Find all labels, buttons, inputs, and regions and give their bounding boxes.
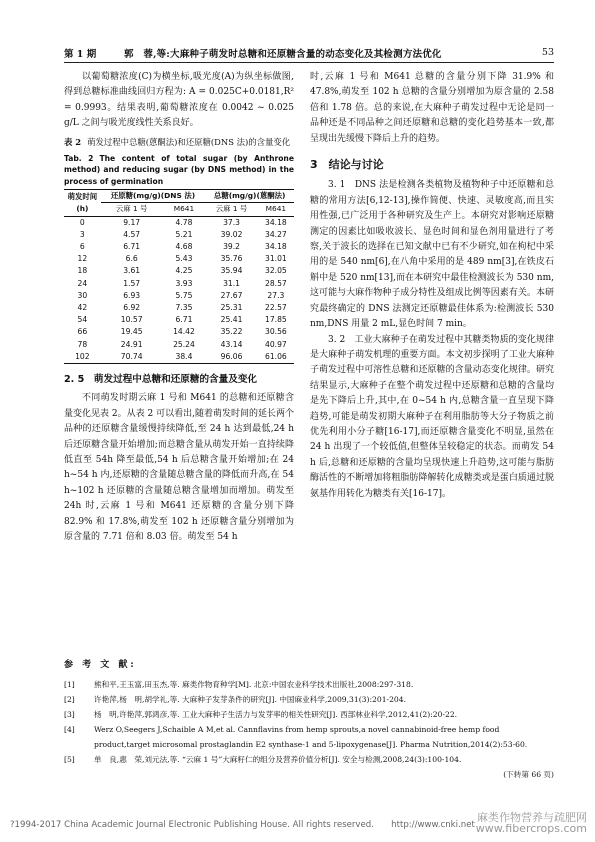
table-cell: 25.31 xyxy=(220,302,243,312)
sub-col-yunma-total: 云麻 1 号 xyxy=(205,203,257,216)
table-cell: 32.05 xyxy=(265,266,287,276)
table-cell: 18 xyxy=(77,266,88,276)
table-row xyxy=(64,253,294,265)
copyright-line: ?1994-2017 China Academic Journal Electronic Publishing House. All rights reserved. http://www.cnki.net xyxy=(10,820,475,830)
reference-item xyxy=(64,677,554,692)
sub-col-m641-reducing: M641 xyxy=(163,203,206,216)
table-cell: 4.78 xyxy=(175,217,193,227)
table-cell: 6.6 xyxy=(125,254,138,264)
table-cell: 34.27 xyxy=(265,229,287,239)
table-caption-cn xyxy=(64,136,294,149)
table-caption-en-text: The content of total sugar (by Anthrone method) and reducing sugar (by DNS method) in the process of germination xyxy=(64,153,294,186)
standard-curve-paragraph: 以葡萄糖浓度(C)为横坐标,吸光度(A)为纵坐标做图,得到总糖标准曲线回归方程为: A = 0.025C+0.0181,R² = 0.9993。结果表明,葡萄糖浓度在 0.0042 ~ 0.025 g/L 之间与吸光度线性关系良好。 xyxy=(64,72,294,129)
right-column xyxy=(310,70,554,502)
reference-item xyxy=(64,692,554,707)
table-cell: 30.56 xyxy=(265,327,287,337)
section-3-1-paragraph: 3. 1 DNS 法是检测各类植物及植物种子中还原糖和总糖的常用方法[6,12-13],操作简便、快速、灵敏度高,而且实用性强,已广泛用于各种研究及生产上。本研究对影响还原糖测定的因素比如吸收波长、显色时间和显色剂用量进行了考察,关于波长的选择在已知文献中已有不少研究,如在枸杞中采用的是 540 nm[6],在八角中采用的是 489 nm[3],在铁皮石斛中是 520 nm[13],而在本研究中最佳检测波长为 530 nm,这可能与大麻作物种子成分特性及组成比例等因素有关。本研究最终确定的 DNS 法测定还原糖最佳体系为:检测波长 530 nm,DNS 用量 2 mL,显色时间 7 min。 xyxy=(310,180,554,330)
table-cell: 40.97 xyxy=(265,339,287,349)
table-cell: 30 xyxy=(77,290,88,300)
table-row xyxy=(64,216,294,229)
table-cell: 31.01 xyxy=(265,254,287,264)
reference-item xyxy=(64,752,554,767)
running-header xyxy=(64,46,554,62)
section-2-5-heading: 2. 5 萌发过程中总糖和还原糖的含量及变化 xyxy=(64,373,258,385)
table-cell: 28.57 xyxy=(265,278,287,288)
table-cell: 102 xyxy=(64,351,101,364)
reference-list xyxy=(64,677,554,767)
table-cell: 7.35 xyxy=(175,302,193,312)
table-cell: 25.41 xyxy=(220,315,243,325)
reference-text: Werz O,Seegers J,Schaible A M,et al. Cannflavins from hemp sprouts,a novel cannabinoid-free hemp food product,target microsomal prostaglandin E2 synthase-1 and 5-lipoxygenase[J]. Pharma Nutrition,2014(2):53-60. xyxy=(94,725,528,749)
reference-number: [3] xyxy=(64,710,75,719)
table-cell: 4.25 xyxy=(175,266,193,276)
table-cell: 22.57 xyxy=(265,302,287,312)
table-cell: 6.71 xyxy=(123,241,141,251)
reference-number: [5] xyxy=(64,755,75,764)
table-cell: 24.91 xyxy=(120,339,143,349)
reference-item xyxy=(64,722,554,752)
table-cell: 3.61 xyxy=(123,266,141,276)
table-cell: 4.57 xyxy=(123,229,141,239)
col-head-time-label: 萌发时间 xyxy=(67,191,98,201)
sub-col-yunma-reducing: 云麻 1 号 xyxy=(101,203,163,216)
col-head-total: 总糖(mg/g)(蒽酮法) xyxy=(205,190,294,203)
table-row xyxy=(64,265,294,277)
issue-label: 第 1 期 xyxy=(64,49,97,60)
reference-text: 单 良,惠 荣,刘元法,等. “云麻 1 号”大麻籽仁的组分及营养价值分析[J]. 安全与检测,2008,24(3):100-104. xyxy=(94,755,462,764)
watermark xyxy=(476,812,587,834)
table-cell: 10.57 xyxy=(120,315,143,325)
sugar-content-table xyxy=(64,189,294,364)
table-row xyxy=(64,241,294,253)
table-cell: 35.76 xyxy=(220,254,243,264)
table-row xyxy=(64,314,294,326)
section-3-2-paragraph: 3. 2 工业大麻种子在萌发过程中其糖类物质的变化规律是大麻种子萌发机理的重要方面。本文初步探明了工业大麻种子萌发过程中可溶性总糖和还原糖的含量动态变化规律。研究结果显示,大麻种子在整个萌发过程中还原糖和总糖的含量均是先下降后上升,其中,在 0~54 h 内,总糖含量一直呈现下降趋势,可能是萌发初期大麻种子在利用脂肪等大分子物质之前优先利用小分子糖[16-17],而还原糖含量变化不明显,虽然在 24 h 出现了一个较低值,但整体呈较稳定的状态。而萌发 54 h 后,总糖和还原糖的含量均呈现快速上升趋势,这可能与脂肪酶活性的不断增加将粗脂肪降解转化成糖类或是蛋白质通过脱氨基作用转化为糖类有关[16-17]。 xyxy=(310,334,554,499)
continued-paragraph: 时,云麻 1 号和 M641 总糖的含量分别下降 31.9% 和 47.8%,萌发至 102 h 总糖的含量分别增加为原含量的 2.58 倍和 1.78 倍。总的来说,在大麻种子萌发过程中无论是同一品种还是不同品种之间还原糖和总糖的变化趋势基本一致,都呈现出先缓慢下降后上升的趋势。 xyxy=(310,72,554,144)
table-cell: 42 xyxy=(77,302,88,312)
table-cell: 14.42 xyxy=(173,327,195,337)
reference-text: 许艳萍,杨 明,胡学礼,等. 大麻种子发芽条件的研究[J]. 中国麻业科学,2009,31(3):201-204. xyxy=(94,695,406,704)
table-cell: 25.24 xyxy=(173,339,195,349)
table-cell: 61.06 xyxy=(258,351,294,364)
table-cell: 1.57 xyxy=(123,278,141,288)
table-row xyxy=(64,351,294,364)
table-cell: 70.74 xyxy=(101,351,163,364)
reference-text: 杨 明,许艳萍,郭鸿彦,等. 工业大麻种子生活力与发芽率的相关性研究[J]. 西部林业科学,2012,41(2):20-22. xyxy=(94,710,458,719)
table-cell: 5.43 xyxy=(175,254,193,264)
table-cell: 3.93 xyxy=(175,278,193,288)
table-cell: 35.94 xyxy=(220,266,243,276)
running-title: 郭 蓉,等:大麻种子萌发时总糖和还原糖含量的动态变化及其检测方法优化 xyxy=(124,49,442,60)
continued-note: (下转第 66 页) xyxy=(503,770,554,779)
table-row xyxy=(64,302,294,314)
table-cell: 34.18 xyxy=(265,241,287,251)
table-cell: 19.45 xyxy=(120,327,143,337)
page-footer xyxy=(0,811,595,835)
table-cell: 78 xyxy=(77,339,88,349)
table-cell: 66 xyxy=(77,327,88,337)
left-column xyxy=(64,70,294,545)
table-cell: 35.22 xyxy=(220,327,243,337)
table-cell: 6.93 xyxy=(123,290,141,300)
table-row xyxy=(64,278,294,290)
table-cell: 27.67 xyxy=(220,290,243,300)
references-title: 参 考 文 献: xyxy=(64,660,137,670)
reference-number: [2] xyxy=(64,695,75,704)
table-cell: 4.68 xyxy=(175,241,193,251)
table-cell: 5.21 xyxy=(175,229,193,239)
table-cell: 17.85 xyxy=(265,315,287,325)
table-cell: 0 xyxy=(79,217,85,227)
table-cell: 27.3 xyxy=(267,290,285,300)
table-cell: 12 xyxy=(77,254,88,264)
header-rule xyxy=(64,62,554,63)
table-cell: 9.17 xyxy=(123,217,141,227)
table-cell: 31.1 xyxy=(223,278,240,288)
table-cell: 34.18 xyxy=(265,217,287,227)
table-cell: 5.75 xyxy=(175,290,193,300)
page-number: 53 xyxy=(541,47,554,58)
table-row xyxy=(64,290,294,302)
reference-number: [4] xyxy=(64,725,75,734)
section-2-5-paragraph: 不同萌发时期云麻 1 号和 M641 的总糖和还原糖含量变化见表 2。从表 2 可以看出,随着萌发时间的延长两个品种的还原糖含量缓慢持续降低,至 24 h 达到最低,24 h 后还原糖含量开始增加;而总糖含量从萌发开始一直持续降低直至 54h 降至最低,54 h 后总糖含量开始增加;在 24 h~54 h 内,还原糖的含量随总糖含量的降低而升高,在 54 h~102 h 还原糖的含量随总糖含量增加而增加。萌发至 24h 时,云麻 1 号和 M641 还原糖的含量分别下降 82.9% 和 17.8%,萌发至 102 h 还原糖含量分别增加为原含量的 7.71 倍和 8.03 倍。萌发至 54 h xyxy=(64,393,294,543)
table-row xyxy=(64,229,294,241)
table-label-en: Tab. 2 xyxy=(64,153,94,163)
table-cell: 3 xyxy=(79,229,85,239)
references xyxy=(64,658,554,782)
col-head-time xyxy=(64,190,101,216)
table-caption-en xyxy=(64,153,294,188)
reference-number: [1] xyxy=(64,680,75,689)
table-cell: 6.71 xyxy=(175,315,193,325)
section-3-heading: 3 结论与讨论 xyxy=(310,158,384,172)
watermark-url: www.fibercrops.com xyxy=(475,822,587,835)
table-caption-text: 萌发过程中总糖(蒽酮法)和还原糖(DNS 法)的含量变化 xyxy=(87,136,291,147)
reference-item xyxy=(64,707,554,722)
col-head-reducing: 还原糖(mg/g)(DNS 法) xyxy=(101,190,206,203)
table-cell: 6 xyxy=(79,241,85,251)
table-cell: 39.02 xyxy=(220,229,243,239)
sub-col-m641-total: M641 xyxy=(258,203,294,216)
table-cell: 38.4 xyxy=(163,351,206,364)
table-cell: 24 xyxy=(77,278,88,288)
table-cell: 6.92 xyxy=(123,302,141,312)
reference-text: 熊和平,王玉富,田玉杰,等. 麻类作物育种学[M]. 北京:中国农业科学技术出版社,2008:297-318. xyxy=(94,680,414,689)
table-cell: 37.3 xyxy=(223,217,240,227)
table-cell: 43.14 xyxy=(220,339,243,349)
col-head-time-unit: (h) xyxy=(76,203,89,213)
table-label: 表 2 xyxy=(64,136,82,147)
table-row xyxy=(64,339,294,351)
table-cell: 96.06 xyxy=(205,351,257,364)
table-cell: 39.2 xyxy=(223,241,240,251)
table-row xyxy=(64,326,294,338)
watermark-cn: 麻类作物营养与疏肥网 xyxy=(477,811,587,824)
table-cell: 54 xyxy=(77,315,88,325)
